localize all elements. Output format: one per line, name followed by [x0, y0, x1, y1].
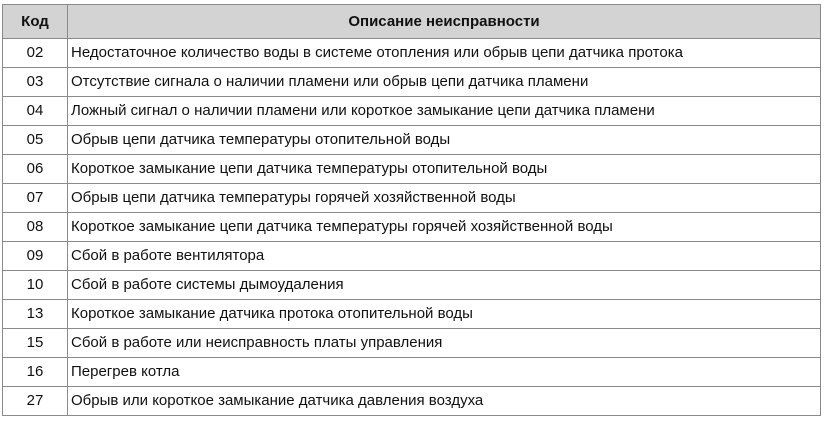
row-code: 07 — [3, 184, 68, 213]
row-code: 13 — [3, 300, 68, 329]
row-description: Перегрев котла — [68, 358, 821, 387]
row-description: Ложный сигнал о наличии пламени или короткое замыкание цепи датчика пламени — [68, 97, 821, 126]
row-description: Сбой в работе или неисправность платы управления — [68, 329, 821, 358]
row-code: 15 — [3, 329, 68, 358]
header-code: Код — [3, 5, 68, 39]
table-row — [3, 39, 821, 68]
row-description: Сбой в работе системы дымоудаления — [68, 271, 821, 300]
header-row — [3, 5, 821, 39]
table-row — [3, 358, 821, 387]
row-description: Обрыв или короткое замыкание датчика давления воздуха — [68, 387, 821, 416]
table-row — [3, 300, 821, 329]
row-code: 16 — [3, 358, 68, 387]
row-code: 10 — [3, 271, 68, 300]
table-row — [3, 271, 821, 300]
row-description: Обрыв цепи датчика температуры горячей хозяйственной воды — [68, 184, 821, 213]
row-code: 08 — [3, 213, 68, 242]
error-codes-table — [2, 4, 821, 416]
row-code: 02 — [3, 39, 68, 68]
row-code: 03 — [3, 68, 68, 97]
table-row — [3, 126, 821, 155]
row-description: Сбой в работе вентилятора — [68, 242, 821, 271]
table-row — [3, 97, 821, 126]
table-header — [3, 5, 821, 39]
row-description: Короткое замыкание цепи датчика температуры горячей хозяйственной воды — [68, 213, 821, 242]
row-description: Короткое замыкание цепи датчика температуры отопительной воды — [68, 155, 821, 184]
row-code: 09 — [3, 242, 68, 271]
table-row — [3, 213, 821, 242]
row-description: Отсутствие сигнала о наличии пламени или обрыв цепи датчика пламени — [68, 68, 821, 97]
row-code: 06 — [3, 155, 68, 184]
table-row — [3, 387, 821, 416]
row-code: 27 — [3, 387, 68, 416]
row-description: Недостаточное количество воды в системе отопления или обрыв цепи датчика протока — [68, 39, 821, 68]
row-code: 05 — [3, 126, 68, 155]
table-row — [3, 184, 821, 213]
table-row — [3, 242, 821, 271]
row-description: Обрыв цепи датчика температуры отопительной воды — [68, 126, 821, 155]
row-description: Короткое замыкание датчика протока отопительной воды — [68, 300, 821, 329]
table-row — [3, 155, 821, 184]
table-body — [3, 39, 821, 416]
header-description: Описание неисправности — [68, 5, 821, 39]
table-row — [3, 68, 821, 97]
table-row — [3, 329, 821, 358]
row-code: 04 — [3, 97, 68, 126]
